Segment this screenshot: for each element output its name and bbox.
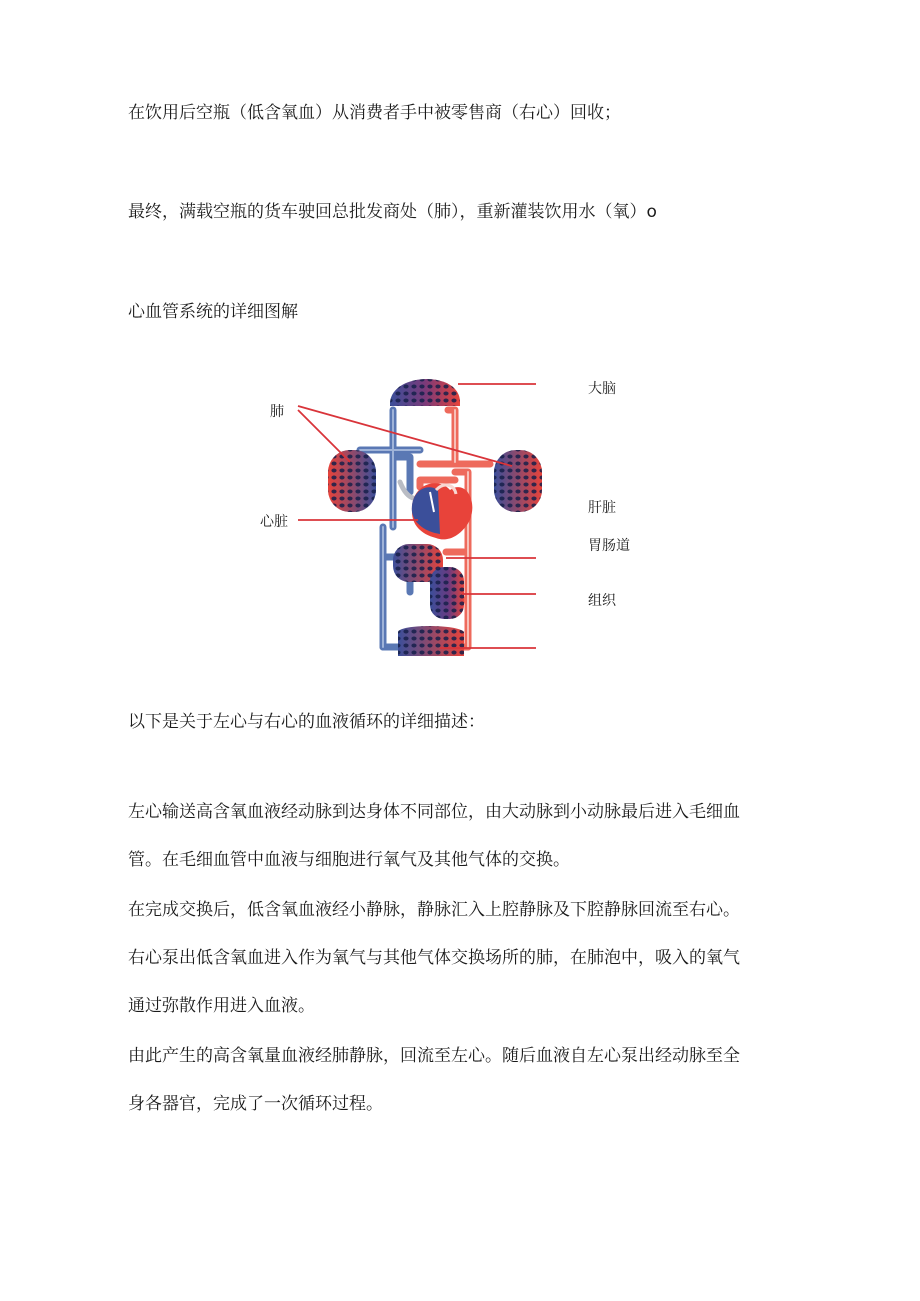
cardiovascular-diagram <box>250 362 670 672</box>
label-brain: 大脑 <box>588 381 616 397</box>
text-line-pulmonary-2: 身各器官，完成了一次循环过程。 <box>128 1094 383 1114</box>
brain-organ <box>390 379 460 406</box>
text-line-right-heart-2: 通过弥散作用进入血液。 <box>128 996 315 1016</box>
right-lung-organ <box>494 450 542 512</box>
label-lung: 肺 <box>270 404 284 420</box>
label-liver: 肝脏 <box>588 500 616 516</box>
left-lung-organ <box>328 450 376 512</box>
label-gut: 胃肠道 <box>588 538 630 554</box>
label-heart: 心脏 <box>260 514 288 530</box>
tissue-organ <box>430 567 464 619</box>
text-line-intro: 以下是关于左心与右心的血液循环的详细描述： <box>128 712 485 732</box>
label-tissue: 组织 <box>588 593 616 609</box>
text-line-left-heart-1: 左心输送高含氧血液经动脉到达身体不同部位，由大动脉到小动脉最后进入毛细血 <box>128 802 740 822</box>
text-line-pulmonary-1: 由此产生的高含氧量血液经肺静脉，回流至左心。随后血液自左心泵出经动脉至全 <box>128 1046 740 1066</box>
section-heading: 心血管系统的详细图解 <box>128 302 298 322</box>
heart-organ <box>412 483 473 539</box>
text-line-left-heart-2: 管。在毛细血管中血液与细胞进行氧气及其他气体的交换。 <box>128 850 570 870</box>
text-line-right-heart-1: 右心泵出低含氧血进入作为氧气与其他气体交换场所的肺，在肺泡中，吸入的氧气 <box>128 948 740 968</box>
text-line-return: 在完成交换后，低含氧血液经小静脉，静脉汇入上腔静脉及下腔静脉回流至右心。 <box>128 900 740 920</box>
text-line-return-bottles: 在饮用后空瓶（低含氧血）从消费者手中被零售商（右心）回收； <box>128 103 621 123</box>
text-line-refill: 最终，满载空瓶的货车驶回总批发商处（肺），重新灌装饮用水（氧）o <box>128 202 657 222</box>
lower-body-organ <box>398 626 464 656</box>
